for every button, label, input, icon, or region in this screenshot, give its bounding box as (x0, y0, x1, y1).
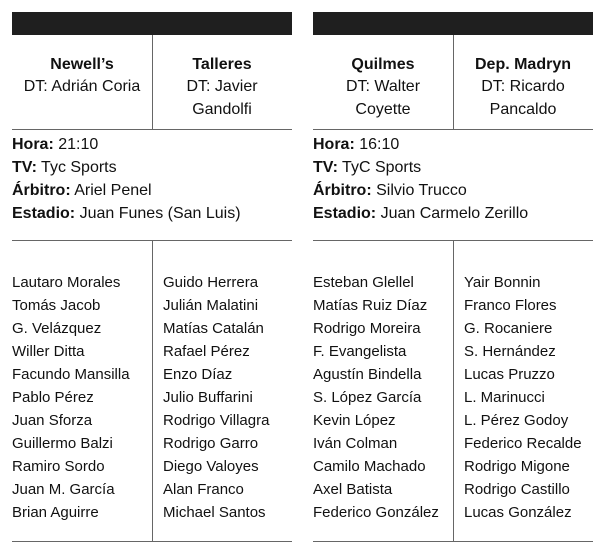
info-tv (12, 156, 302, 179)
player-name: L. Marinucci (464, 389, 545, 406)
player-name: Rodrigo Villagra (163, 412, 270, 429)
info-estadio-value: Juan Carmelo Zerillo (380, 205, 529, 222)
info-arbitro-value: Silvio Trucco (376, 182, 467, 199)
info-estadio (12, 202, 302, 225)
player-name: F. Evangelista (313, 343, 407, 360)
player-name: Guido Herrera (163, 274, 259, 291)
bottom-rule (12, 541, 292, 542)
player-name: Pablo Pérez (12, 389, 94, 406)
player-name: Ramiro Sordo (12, 458, 105, 475)
rule-below-teams (12, 129, 292, 130)
info-arbitro-label: Árbitro: (12, 182, 71, 199)
home-team-coach: DT: Walter Coyette (345, 78, 421, 118)
info-tv-value: TyC Sports (342, 159, 422, 176)
info-hora-value: 16:10 (359, 136, 400, 153)
away-team (152, 35, 292, 129)
header-bar (12, 12, 292, 35)
info-hora-label: Hora: (313, 136, 355, 153)
player-name: Brian Aguirre (12, 504, 99, 521)
player-name: Rafael Pérez (163, 343, 250, 360)
player-name: Lucas Pruzzo (464, 366, 555, 383)
home-team-coach: DT: Adrián Coria (23, 78, 141, 95)
match-info (12, 133, 302, 225)
info-estadio (313, 202, 603, 225)
home-team (313, 35, 453, 129)
player-name: Facundo Mansilla (12, 366, 130, 383)
away-lineup (464, 271, 582, 524)
away-lineup (163, 271, 269, 524)
player-name: Kevin López (313, 412, 396, 429)
lineup-divider (453, 241, 454, 541)
player-name: G. Velázquez (12, 320, 102, 337)
bottom-rule (313, 541, 593, 542)
player-name: Lautaro Morales (12, 274, 121, 291)
player-name: Federico González (313, 504, 439, 521)
info-tv-value: Tyc Sports (41, 159, 117, 176)
rule-below-teams (313, 129, 593, 130)
player-name: Julián Malatini (163, 297, 259, 314)
home-lineup (313, 271, 439, 524)
player-name: Juan M. García (12, 481, 115, 498)
player-name: Rodrigo Migone (464, 458, 570, 475)
player-name: Iván Colman (313, 435, 398, 452)
home-team-name: Quilmes (351, 56, 415, 73)
player-name: Tomás Jacob (12, 297, 101, 314)
team-divider (152, 35, 153, 129)
home-team-name: Newell’s (50, 56, 114, 73)
home-lineup (12, 271, 130, 524)
info-hora-value: 21:10 (58, 136, 99, 153)
home-team (12, 35, 152, 129)
player-name: Diego Valoyes (163, 458, 259, 475)
away-team-coach: DT: Javier Gandolfi (186, 78, 258, 118)
player-name: Rodrigo Garro (163, 435, 259, 452)
away-team-name: Dep. Madryn (474, 56, 571, 73)
player-name: G. Rocaniere (464, 320, 553, 337)
team-divider (453, 35, 454, 129)
player-name: Enzo Díaz (163, 366, 233, 383)
away-team-coach: DT: Ricardo Pancaldo (481, 78, 565, 118)
info-estadio-label: Estadio: (313, 205, 377, 222)
info-arbitro-label: Árbitro: (313, 182, 372, 199)
player-name: Axel Batista (313, 481, 393, 498)
away-team-name: Talleres (192, 56, 252, 73)
player-name: Alan Franco (163, 481, 244, 498)
info-hora (12, 133, 302, 156)
info-arbitro (12, 179, 302, 202)
player-name: Rodrigo Moreira (313, 320, 421, 337)
player-name: Franco Flores (464, 297, 557, 314)
player-name: Federico Recalde (464, 435, 582, 452)
info-estadio-value: Juan Funes (San Luis) (79, 205, 241, 222)
player-name: S. López García (313, 389, 422, 406)
info-arbitro (313, 179, 603, 202)
player-name: Juan Sforza (12, 412, 93, 429)
player-name: Camilo Machado (313, 458, 426, 475)
match-card-quilmes-madryn (313, 12, 593, 542)
info-hora (313, 133, 603, 156)
player-name: Rodrigo Castillo (464, 481, 570, 498)
player-name: S. Hernández (464, 343, 556, 360)
player-name: Willer Ditta (12, 343, 85, 360)
info-tv (313, 156, 603, 179)
player-name: Agustín Bindella (313, 366, 422, 383)
lineup-divider (152, 241, 153, 541)
player-name: Lucas González (464, 504, 572, 521)
info-estadio-label: Estadio: (12, 205, 76, 222)
player-name: Esteban Glellel (313, 274, 414, 291)
match-info (313, 133, 603, 225)
player-name: Julio Buffarini (163, 389, 253, 406)
player-name: Matías Ruiz Díaz (313, 297, 428, 314)
info-tv-label: TV: (12, 159, 37, 176)
player-name: L. Pérez Godoy (464, 412, 569, 429)
info-arbitro-value: Ariel Penel (74, 182, 152, 199)
player-name: Matías Catalán (163, 320, 264, 337)
player-name: Michael Santos (163, 504, 266, 521)
away-team (453, 35, 593, 129)
player-name: Guillermo Balzi (12, 435, 113, 452)
header-bar (313, 12, 593, 35)
info-hora-label: Hora: (12, 136, 54, 153)
info-tv-label: TV: (313, 159, 338, 176)
player-name: Yair Bonnin (464, 274, 541, 291)
match-card-newells-talleres (12, 12, 292, 542)
